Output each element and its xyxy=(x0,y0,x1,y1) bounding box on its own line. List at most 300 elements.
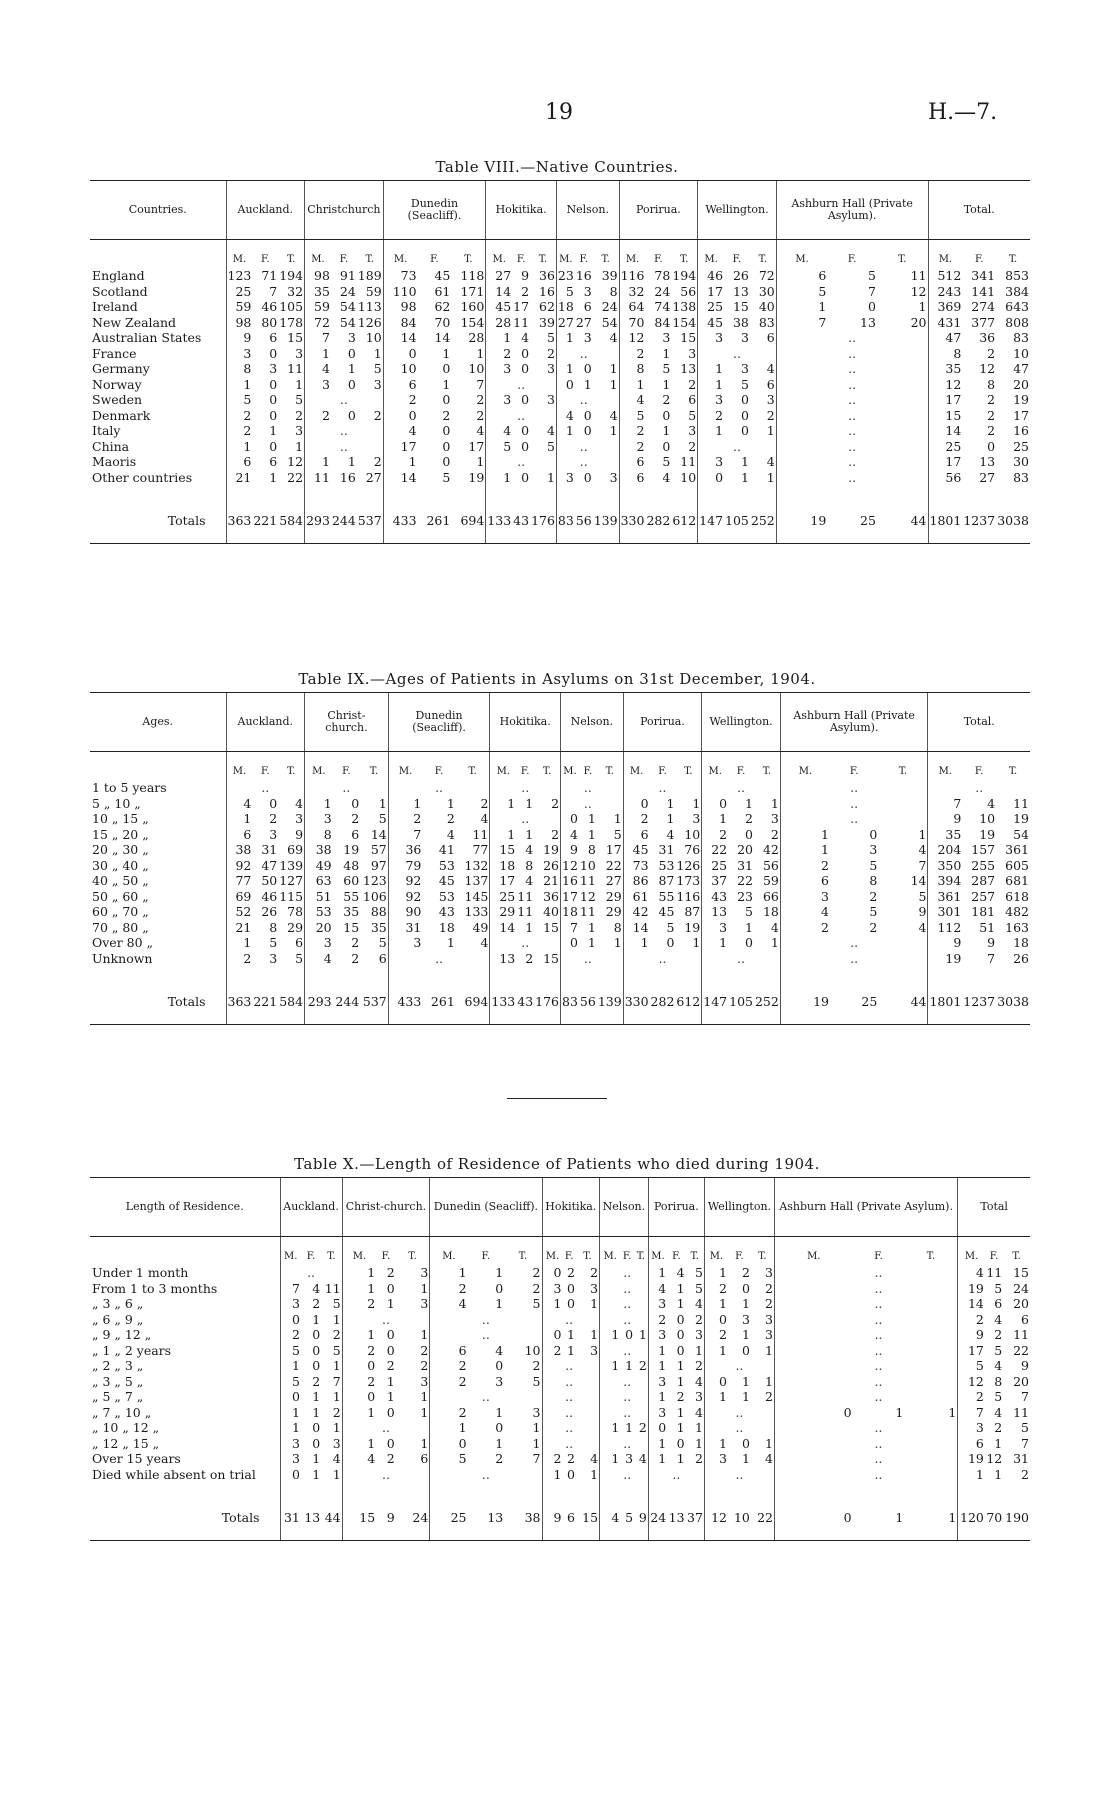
table-cell: 3 xyxy=(291,1451,300,1467)
table-cell xyxy=(751,1420,775,1436)
table-cell: 2 xyxy=(521,283,530,299)
table-cell: 17 xyxy=(945,454,962,470)
table-cell: .. xyxy=(339,392,348,408)
table-cell: 92 xyxy=(405,873,422,889)
sub-header-cell: M. xyxy=(283,1250,298,1262)
table-cell: 3 xyxy=(750,392,776,408)
table-cell: 2 xyxy=(504,1281,542,1297)
table-cell: 2 xyxy=(636,345,645,361)
table-cell: 17 xyxy=(562,888,578,904)
table-cell: 0 xyxy=(521,423,530,439)
totals-label: Totals xyxy=(90,507,226,533)
table-cell: 1 xyxy=(658,1389,667,1405)
table-cell: 3 xyxy=(751,1327,775,1343)
column-group-header: Total. xyxy=(928,693,1030,752)
table-cell: 2 xyxy=(987,423,996,439)
table-cell: 1 xyxy=(396,1281,430,1297)
table-cell: 15 xyxy=(534,951,560,967)
totals-cell: 43 xyxy=(513,512,530,528)
table-cell: 26 xyxy=(261,904,278,920)
column-group-header: Nelson. xyxy=(556,181,619,240)
table-cell: 9 xyxy=(1021,1358,1029,1374)
table-cell: 14 xyxy=(945,423,962,439)
sub-header-cell: T. xyxy=(1008,253,1018,265)
table-cell: 8 xyxy=(587,842,596,858)
table-cell: 1 xyxy=(676,1451,685,1467)
table-cell xyxy=(634,1405,648,1421)
table-cell: 2 xyxy=(662,392,671,408)
row-label: Norway xyxy=(90,377,226,393)
table-cell: 243 xyxy=(937,283,962,299)
table-cell: 55 xyxy=(343,888,360,904)
table-cell: .. xyxy=(623,1466,632,1482)
table-cell xyxy=(774,1467,852,1483)
table-cell: 0 xyxy=(666,935,675,951)
table-cell: 11 xyxy=(579,873,596,889)
table-cell xyxy=(774,1451,852,1467)
table-cell: 123 xyxy=(227,268,252,284)
table-cell xyxy=(904,1420,957,1436)
table-cell xyxy=(996,780,1030,796)
table-cell: 1 xyxy=(321,1358,342,1374)
table-cell: 3 xyxy=(975,1420,984,1436)
table-row xyxy=(90,904,1030,920)
table-cell: 394 xyxy=(937,873,962,889)
table-cell: 1 xyxy=(442,376,451,392)
table-row xyxy=(90,454,1030,470)
table-cell xyxy=(593,392,619,408)
table-row xyxy=(90,935,1030,951)
table-cell: 1 xyxy=(576,1296,600,1312)
table-cell xyxy=(593,439,619,455)
table-cell: 3 xyxy=(715,454,724,470)
row-label: Scotland xyxy=(90,284,226,300)
table-cell: 1 xyxy=(611,1327,620,1343)
table-cell: 2 xyxy=(243,423,252,439)
table-cell: 3 xyxy=(583,330,592,346)
table-cell: 12 xyxy=(628,330,645,346)
table-cell: 2 xyxy=(504,1358,542,1374)
table-cell: 5 xyxy=(745,904,753,920)
table-cell: .. xyxy=(850,935,859,951)
table-cell: 5 xyxy=(994,1342,1003,1358)
table-cell: 113 xyxy=(357,299,382,315)
table-cell: 22 xyxy=(1013,1342,1029,1358)
table-cell xyxy=(774,1343,852,1359)
table-cell xyxy=(774,1265,852,1281)
table-cell: 482 xyxy=(1005,904,1029,920)
table-cell: 5 xyxy=(686,1265,705,1281)
table-cell: 1 xyxy=(634,1327,648,1343)
table-cell: 1 xyxy=(750,423,776,439)
totals-cell: 363 xyxy=(227,993,252,1009)
table-cell xyxy=(704,1358,728,1374)
table-cell xyxy=(878,796,928,812)
table-cell: 27 xyxy=(575,314,592,330)
table-cell: 115 xyxy=(279,888,304,904)
totals-cell: 19 xyxy=(813,993,829,1009)
table-cell: 5 xyxy=(1021,1420,1029,1436)
table-row xyxy=(90,392,1030,408)
table-cell xyxy=(877,346,928,362)
sub-header-cell: M. xyxy=(232,253,247,265)
table-cell: 1 xyxy=(754,935,780,951)
totals-cell: 694 xyxy=(456,988,490,1014)
totals-cell: 190 xyxy=(1005,1509,1029,1525)
totals-cell: 105 xyxy=(725,512,749,528)
table-cell xyxy=(430,1389,468,1405)
table-cell: 2 xyxy=(676,1389,685,1405)
table-cell: 4 xyxy=(456,811,490,827)
table-cell: 2 xyxy=(534,796,560,812)
table-cell: 6 xyxy=(994,1296,1003,1312)
table-cell: 15 xyxy=(945,407,962,423)
table-cell: 7 xyxy=(413,826,422,842)
table-cell: 2 xyxy=(719,1280,727,1296)
row-label: Germany xyxy=(90,361,226,377)
row-label: Maoris xyxy=(90,454,226,470)
table-cell: 8 xyxy=(323,826,332,842)
header-row xyxy=(90,181,1030,240)
table-cell: 7 xyxy=(953,795,962,811)
row-label: „ 12 „ 15 „ xyxy=(90,1436,280,1452)
table-cell xyxy=(593,454,619,470)
table-cell: 1 xyxy=(408,454,417,470)
table-cell: 9 xyxy=(278,827,304,843)
table-cell: 137 xyxy=(456,873,490,889)
sub-header-cell: F. xyxy=(847,253,857,265)
table-cell: 8 xyxy=(987,376,996,392)
table-row xyxy=(90,1451,1030,1467)
table-cell xyxy=(750,439,776,455)
table-cell xyxy=(430,1467,468,1483)
table-cell: 1 xyxy=(458,1420,467,1436)
totals-cell: 1801 xyxy=(929,512,962,528)
table-cell: .. xyxy=(565,1435,574,1451)
table-cell: 2 xyxy=(367,1373,376,1389)
totals-cell: 15 xyxy=(576,1504,600,1530)
table-cell: 2 xyxy=(495,1451,504,1467)
totals-cell: 293 xyxy=(307,993,332,1009)
table-cell: 3 xyxy=(751,1312,775,1328)
table-cell: 8 xyxy=(953,345,962,361)
table-cell: 3 xyxy=(269,950,278,966)
table-cell: 11 xyxy=(456,827,490,843)
table-cell: 5 xyxy=(291,1342,300,1358)
sub-header-cell: M. xyxy=(798,765,813,777)
table-cell: 0 xyxy=(347,345,356,361)
table-cell: 0 xyxy=(740,423,749,439)
table-cell: 1 xyxy=(676,1420,685,1436)
totals-cell: 44 xyxy=(878,988,928,1014)
table-cell xyxy=(634,1343,648,1359)
sub-header-cell: T. xyxy=(321,1237,342,1266)
table-cell: 2 xyxy=(636,438,645,454)
column-group-header: Nelson. xyxy=(561,693,624,752)
table-cell: 1 xyxy=(740,454,749,470)
table-cell xyxy=(278,780,304,796)
table-cell: 0 xyxy=(662,407,671,423)
table-cell: 0 xyxy=(312,1342,321,1358)
sub-header-cell: T. xyxy=(750,240,776,269)
table-cell: 3 xyxy=(278,811,304,827)
table-cell: 4 xyxy=(243,795,252,811)
table-cell: 22 xyxy=(278,470,304,486)
table-cell: 127 xyxy=(279,873,304,889)
table-cell xyxy=(877,377,928,393)
totals-cell: 22 xyxy=(751,1504,775,1530)
table-cell xyxy=(623,951,649,967)
table-cell xyxy=(634,1436,648,1452)
table-cell: 21 xyxy=(235,919,252,935)
table-cell: 5 xyxy=(360,935,388,951)
table-cell: 24 xyxy=(339,283,356,299)
table-cell: 1 xyxy=(530,470,556,486)
table-cell: 18 xyxy=(557,299,574,315)
table-cell: 76 xyxy=(675,842,701,858)
table-row xyxy=(90,1420,1030,1436)
table-cell: 7 xyxy=(321,330,330,346)
table-cell: 78 xyxy=(654,268,671,284)
table-cell: 8 xyxy=(593,284,619,300)
table-cell: .. xyxy=(623,1265,632,1281)
table-cell: 2 xyxy=(751,1296,775,1312)
table-cell: 3 xyxy=(243,345,252,361)
table-row xyxy=(90,268,1030,284)
table-cell: 2 xyxy=(351,950,360,966)
table-cell: 361 xyxy=(1005,842,1029,858)
table-cell: 3 xyxy=(593,470,619,486)
sub-header-cell: T. xyxy=(593,240,619,269)
table-8-title: Table VIII.—Native Countries. xyxy=(435,158,679,176)
table-cell: 10 xyxy=(675,827,701,843)
table-row xyxy=(90,1343,1030,1359)
table-cell: 92 xyxy=(405,888,422,904)
table-cell: 4 xyxy=(495,1342,504,1358)
column-group-header: Hokitika. xyxy=(490,693,561,752)
table-cell: 14 xyxy=(878,873,928,889)
table-cell: 0 xyxy=(367,1358,376,1374)
table-cell: 5 xyxy=(565,283,574,299)
table-cell: 1 xyxy=(312,1404,321,1420)
table-cell xyxy=(490,780,516,796)
table-cell: 39 xyxy=(530,315,556,331)
sub-header-cell: M. xyxy=(352,1250,367,1262)
column-group-header: Dunedin (Seacliff). xyxy=(388,693,490,752)
table-cell: 1 xyxy=(719,811,728,827)
totals-cell: 56 xyxy=(579,993,596,1009)
table-cell: 46 xyxy=(707,268,724,284)
sub-header-cell: T. xyxy=(686,1237,705,1266)
table-cell: 1 xyxy=(566,1327,575,1343)
table-cell: 66 xyxy=(754,889,780,905)
table-cell: 1 xyxy=(386,1296,395,1312)
table-cell: 1 xyxy=(625,1358,634,1374)
sub-header-cell: T. xyxy=(904,1237,957,1266)
table-cell: 1 xyxy=(269,423,278,439)
table-cell: .. xyxy=(874,1435,883,1451)
table-cell: 7 xyxy=(868,283,876,299)
table-cell xyxy=(534,811,560,827)
table-cell: 1 xyxy=(877,299,928,315)
table-cell: 12 xyxy=(979,361,996,377)
table-cell: .. xyxy=(579,438,588,454)
table-cell: .. xyxy=(517,454,526,470)
table-cell: 3 xyxy=(396,1296,430,1312)
table-cell: 18 xyxy=(754,904,780,920)
table-cell: 605 xyxy=(1005,857,1029,873)
row-label: „ 2 „ 3 „ xyxy=(90,1358,280,1374)
row-label: China xyxy=(90,439,226,455)
table-cell: 87 xyxy=(675,904,701,920)
sub-header-cell: M. xyxy=(232,765,247,777)
table-cell: 98 xyxy=(400,299,417,315)
table-cell xyxy=(878,811,928,827)
table-cell: .. xyxy=(850,780,859,796)
row-label: Over 80 „ xyxy=(90,935,226,951)
table-cell: 2 xyxy=(456,796,490,812)
table-cell: 4 xyxy=(686,1374,705,1390)
table-cell xyxy=(776,470,827,486)
table-10 xyxy=(90,1177,1030,1541)
row-label: 15 „ 20 „ xyxy=(90,827,226,843)
table-cell: 5 xyxy=(740,376,749,392)
table-cell: 1 xyxy=(503,330,512,346)
table-cell: 26 xyxy=(732,268,749,284)
totals-cell: 282 xyxy=(646,512,671,528)
totals-row xyxy=(90,1504,1030,1530)
sub-header-cell: T. xyxy=(504,1237,542,1266)
table-cell: 92 xyxy=(235,857,252,873)
table-cell: 4 xyxy=(686,1296,705,1312)
table-cell: 2 xyxy=(754,827,780,843)
table-cell: 1 xyxy=(662,423,671,439)
table-cell: 2 xyxy=(367,1342,376,1358)
table-cell: 1 xyxy=(495,1265,504,1281)
column-group-header: Dunedin (Seacliff). xyxy=(383,181,486,240)
table-cell xyxy=(751,1358,775,1374)
table-cell: 22 xyxy=(737,873,753,889)
table-cell: 2 xyxy=(745,811,753,827)
totals-cell: 221 xyxy=(253,993,278,1009)
table-cell: 43 xyxy=(711,888,728,904)
table-cell: 1 xyxy=(553,1466,562,1482)
table-cell: .. xyxy=(565,1404,574,1420)
table-cell: 14 xyxy=(967,1296,984,1312)
table-cell: 1 xyxy=(243,811,252,827)
totals-cell: 56 xyxy=(575,512,592,528)
table-cell: 681 xyxy=(1005,873,1029,889)
table-cell: 3 xyxy=(576,1281,600,1297)
table-cell: 70 xyxy=(434,314,451,330)
table-cell: .. xyxy=(874,1389,883,1405)
table-cell: 1 xyxy=(367,1265,376,1281)
table-cell: 61 xyxy=(632,888,649,904)
column-group-header: Hokitika. xyxy=(542,1178,600,1237)
table-cell: 15 xyxy=(1013,1265,1029,1281)
table-cell: .. xyxy=(848,376,857,392)
table-row xyxy=(90,1312,1030,1328)
sub-header-cell: M. xyxy=(496,765,511,777)
table-cell: 11 xyxy=(579,904,596,920)
table-cell: 1 xyxy=(566,1342,575,1358)
table-cell: 49 xyxy=(315,857,332,873)
table-cell: 2 xyxy=(312,1296,321,1312)
table-cell: 59 xyxy=(754,873,780,889)
table-cell xyxy=(396,1420,430,1436)
table-cell: 1 xyxy=(719,1265,727,1281)
table-cell: 98 xyxy=(235,314,252,330)
table-cell: 4 xyxy=(658,1280,667,1296)
table-cell: 2 xyxy=(553,1342,562,1358)
table-cell: 26 xyxy=(1013,950,1029,966)
totals-cell: 139 xyxy=(597,988,623,1014)
table-cell: 27 xyxy=(495,268,512,284)
totals-cell: 330 xyxy=(624,993,649,1009)
table-cell: 0 xyxy=(408,345,417,361)
row-label: New Zealand xyxy=(90,315,226,331)
sub-header-cell: F. xyxy=(672,1250,681,1262)
table-cell: 1 xyxy=(676,1373,685,1389)
table-cell xyxy=(877,423,928,439)
table-cell: 1 xyxy=(367,1404,376,1420)
table-cell xyxy=(904,1389,957,1405)
table-cell: 87 xyxy=(658,873,675,889)
table-cell: 0 xyxy=(745,826,753,842)
table-cell: 1 xyxy=(593,423,619,439)
table-cell: 22 xyxy=(597,858,623,874)
table-row xyxy=(90,470,1030,486)
table-cell: 0 xyxy=(569,935,578,951)
table-cell: 3 xyxy=(278,423,304,439)
table-row xyxy=(90,1374,1030,1390)
table-cell: 4 xyxy=(408,423,417,439)
table-cell: .. xyxy=(874,1420,883,1436)
table-cell: 0 xyxy=(291,1466,300,1482)
table-cell: 3 xyxy=(321,376,330,392)
table-cell: 25 xyxy=(1013,438,1029,454)
table-cell xyxy=(556,346,574,362)
table-cell: 3 xyxy=(495,1373,504,1389)
table-cell: 4 xyxy=(662,469,671,485)
totals-label: Totals xyxy=(90,1504,280,1530)
table-cell: 1 xyxy=(451,454,485,470)
sub-header-cell: T. xyxy=(675,752,701,781)
table-cell: 4 xyxy=(446,826,455,842)
table-cell: 1 xyxy=(741,1451,750,1467)
table-cell: 15 xyxy=(534,920,560,936)
table-cell: .. xyxy=(874,1342,883,1358)
table-cell: 173 xyxy=(676,873,701,889)
table-cell: .. xyxy=(737,950,746,966)
table-cell: 0 xyxy=(869,826,878,842)
table-cell: 9 xyxy=(878,904,928,920)
table-cell: .. xyxy=(579,345,588,361)
table-cell: 0 xyxy=(312,1358,321,1374)
table-cell: 1 xyxy=(676,1358,685,1374)
table-cell: 15 xyxy=(671,330,697,346)
table-cell: 1 xyxy=(367,1327,376,1343)
table-cell: 46 xyxy=(261,299,278,315)
table-cell xyxy=(928,780,962,796)
table-cell: 1 xyxy=(741,1373,750,1389)
totals-cell: 13 xyxy=(487,1509,504,1525)
table-cell: 6 xyxy=(975,1435,984,1451)
table-cell: 2 xyxy=(869,888,878,904)
table-cell: 25 xyxy=(945,438,962,454)
table-cell: 0 xyxy=(521,438,530,454)
table-cell: 1 xyxy=(740,469,749,485)
